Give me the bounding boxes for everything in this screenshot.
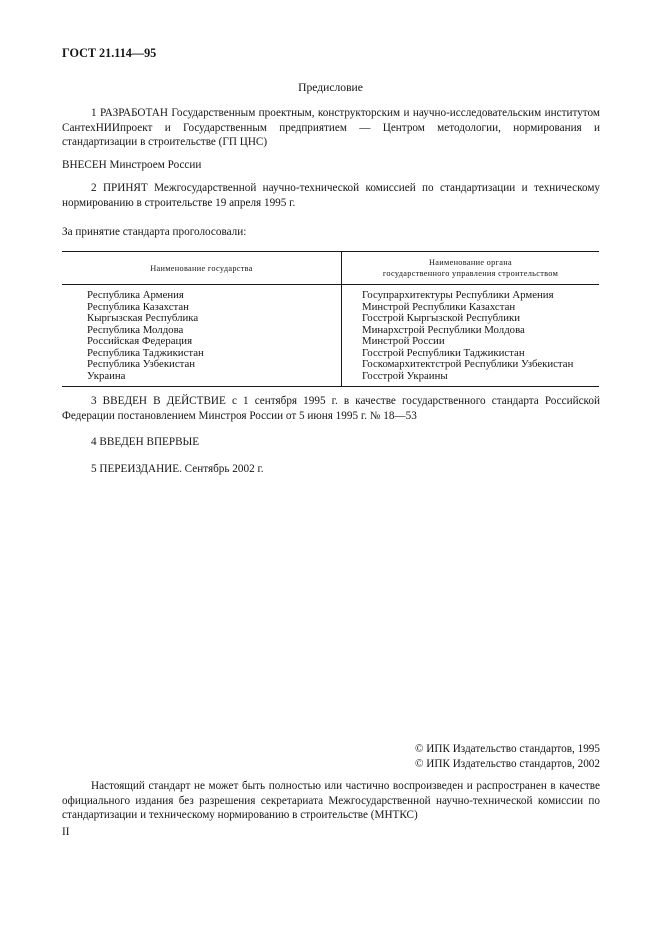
reproduction-notice [62,779,600,823]
paragraph-effective [62,394,600,423]
reissue-text: Сентябрь 2002 г. [181,463,264,475]
copyright-block [360,742,600,771]
state-cell: Украина [87,369,126,382]
body-cell: Госупрархитектуры Республики Армения [362,289,554,301]
developed-label: 1 РАЗРАБОТАН [91,107,168,119]
voting-table [62,251,599,387]
state-cell: Российская Федерация [87,335,193,347]
copyright-line: © ИПК Издательство стандартов, 2002 [414,757,600,770]
paragraph-introduced-by [62,158,600,173]
introduced-by-label: ВНЕСЕН [62,159,107,171]
state-column [62,285,342,387]
first-introduced-label: 4 ВВЕДЕН ВПЕРВЫЕ [91,436,200,448]
adopted-label: 2 ПРИНЯТ [91,182,148,194]
table-header-row [62,252,599,285]
column-header-body [342,252,600,285]
column-header-body-line1: Наименование органа [429,258,512,267]
body-cell: Госкомархитектстрой Республики Узбекистан [362,358,574,370]
paragraph-adopted [62,181,600,210]
paragraph-developed [62,106,600,150]
body-cell: Госстрой Республики Таджикистан [362,346,525,359]
state-cell: Республика Узбекистан [87,358,196,370]
effective-text: с 1 сентября 1995 г. в качестве государственного стандарта Российской Федерации постановлением Минстроя России от 5 июня 1995 г. № 18—53 [62,395,600,422]
state-cell: Республика Молдова [87,323,184,336]
state-cell: Республика Казахстан [87,300,189,313]
copyright-line: © ИПК Издательство стандартов, 1995 [414,743,600,755]
body-cell: Госстрой Кыргызской Республики [362,312,520,324]
state-cell: Кыргызская Республика [87,312,199,324]
body-cell: Минстрой России [362,335,445,347]
body-cell: Минстрой Республики Казахстан [362,300,516,313]
vote-intro: За принятие стандарта проголосовали: [62,226,247,238]
state-cell: Республика Таджикистан [87,346,204,359]
effective-label: 3 ВВЕДЕН В ДЕЙСТВИЕ [91,395,226,407]
reproduction-notice-text: Настоящий стандарт не может быть полностью или частично воспроизведен и распространен в качестве официального издания без разрешения секретариата Межгосударственной научно-технической комиссии по стандартизации и техническому нормированию в строительстве (МНТКС) [62,780,600,822]
reissue-label: 5 ПЕРЕИЗДАНИЕ. [91,463,182,475]
column-header-body-line2: государственного управления строительством [382,269,559,278]
document-code: ГОСТ 21.114—95 [62,46,157,60]
developed-text: Государственным проектным, конструкторским и научно-исследовательским институтом СантехНИИпроект и Государственным предприятием — Центром методологии, нормирования и стандартизации в строительстве (ГП ЦНС) [62,107,600,149]
body-cell: Госстрой Украины [362,369,448,382]
paragraph-first-introduced [62,435,600,450]
body-cell: Минархстрой Республики Молдова [362,323,525,336]
state-cell: Республика Армения [87,289,184,301]
table-row [62,285,599,387]
adopted-text: Межгосударственной научно-технической комиссией по стандартизации и техническому нормированию в строительстве 19 апреля 1995 г. [62,182,600,209]
paragraph-reissue [62,462,600,477]
foreword-title: Предисловие [298,81,363,94]
column-header-state: Наименование государства [62,252,342,285]
introduced-by-text: Минстроем России [106,159,202,171]
body-column [342,285,600,387]
page-number: II [62,826,70,838]
